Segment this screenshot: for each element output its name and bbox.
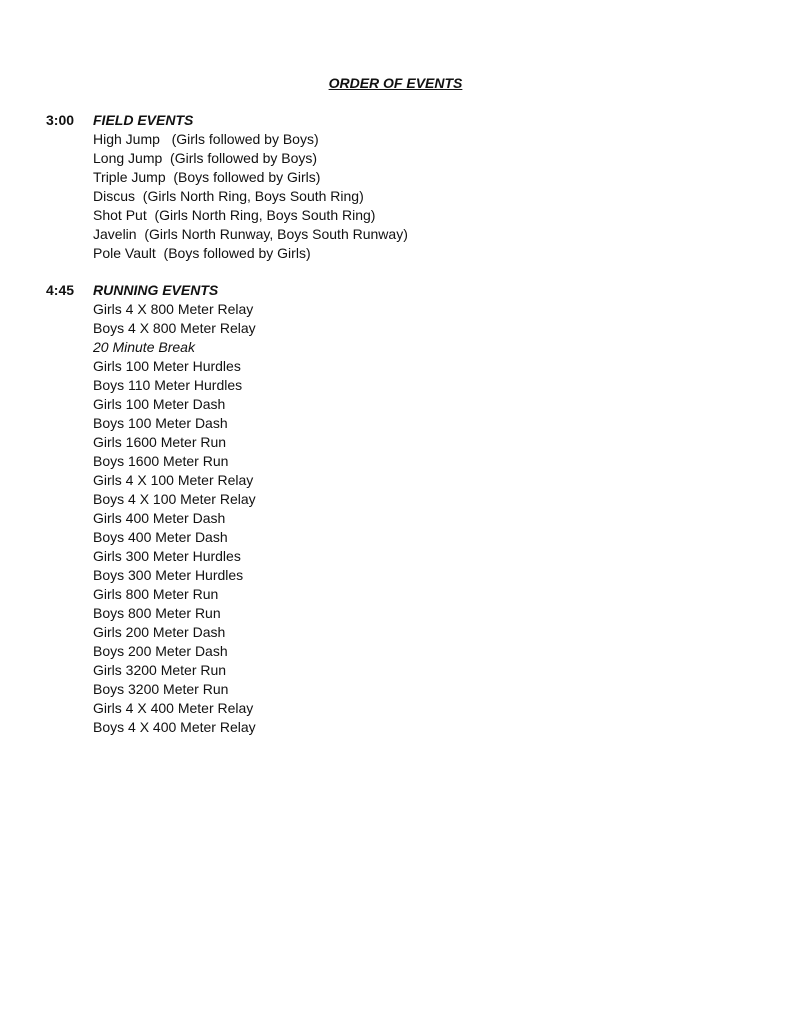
running-event-item: Girls 4 X 100 Meter Relay — [93, 472, 254, 488]
running-event-item: Boys 400 Meter Dash — [93, 529, 228, 545]
field-events-time: 3:00 — [46, 112, 75, 128]
field-events-list — [93, 130, 693, 263]
field-events-heading: FIELD EVENTS — [93, 112, 194, 128]
field-events-body — [93, 111, 693, 263]
field-event-item: Long Jump (Girls followed by Boys) — [93, 150, 318, 166]
running-event-item: Girls 4 X 400 Meter Relay — [93, 700, 254, 716]
running-event-item: Boys 4 X 100 Meter Relay — [93, 491, 256, 507]
field-event-item: Discus (Girls North Ring, Boys South Ring) — [93, 188, 364, 204]
running-event-item: Girls 3200 Meter Run — [93, 662, 227, 678]
running-event-item: Boys 110 Meter Hurdles — [93, 377, 243, 393]
field-event-item: Shot Put (Girls North Ring, Boys South Ring) — [93, 207, 376, 223]
running-event-item: Boys 800 Meter Run — [93, 605, 221, 621]
break-notice: 20 Minute Break — [93, 339, 195, 355]
running-event-item: Girls 200 Meter Dash — [93, 624, 226, 640]
running-event-item: Girls 100 Meter Dash — [93, 396, 226, 412]
field-event-item: High Jump (Girls followed by Boys) — [93, 131, 319, 147]
running-events-list — [93, 300, 693, 737]
running-event-item: Girls 800 Meter Run — [93, 586, 219, 602]
running-event-item: Boys 200 Meter Dash — [93, 643, 228, 659]
document-title: ORDER OF EVENTS — [328, 75, 463, 91]
running-event-item: Boys 4 X 800 Meter Relay — [93, 320, 256, 336]
field-event-item: Pole Vault (Boys followed by Girls) — [93, 245, 311, 261]
running-event-item: Boys 1600 Meter Run — [93, 453, 229, 469]
field-event-item: Javelin (Girls North Runway, Boys South Runway) — [93, 226, 408, 242]
running-event-item: Girls 400 Meter Dash — [93, 510, 226, 526]
running-event-item: Girls 300 Meter Hurdles — [93, 548, 241, 564]
running-event-item: Girls 1600 Meter Run — [93, 434, 227, 450]
running-event-item: Boys 100 Meter Dash — [93, 415, 228, 431]
running-event-item: Boys 3200 Meter Run — [93, 681, 229, 697]
running-event-item: Girls 4 X 800 Meter Relay — [93, 301, 254, 317]
running-events-heading: RUNNING EVENTS — [93, 282, 219, 298]
running-event-item: Boys 300 Meter Hurdles — [93, 567, 244, 583]
running-event-item: Girls 100 Meter Hurdles — [93, 358, 241, 374]
running-events-time: 4:45 — [46, 282, 75, 298]
running-events-body — [93, 281, 693, 737]
field-event-item: Triple Jump (Boys followed by Girls) — [93, 169, 321, 185]
running-event-item: Boys 4 X 400 Meter Relay — [93, 719, 256, 735]
